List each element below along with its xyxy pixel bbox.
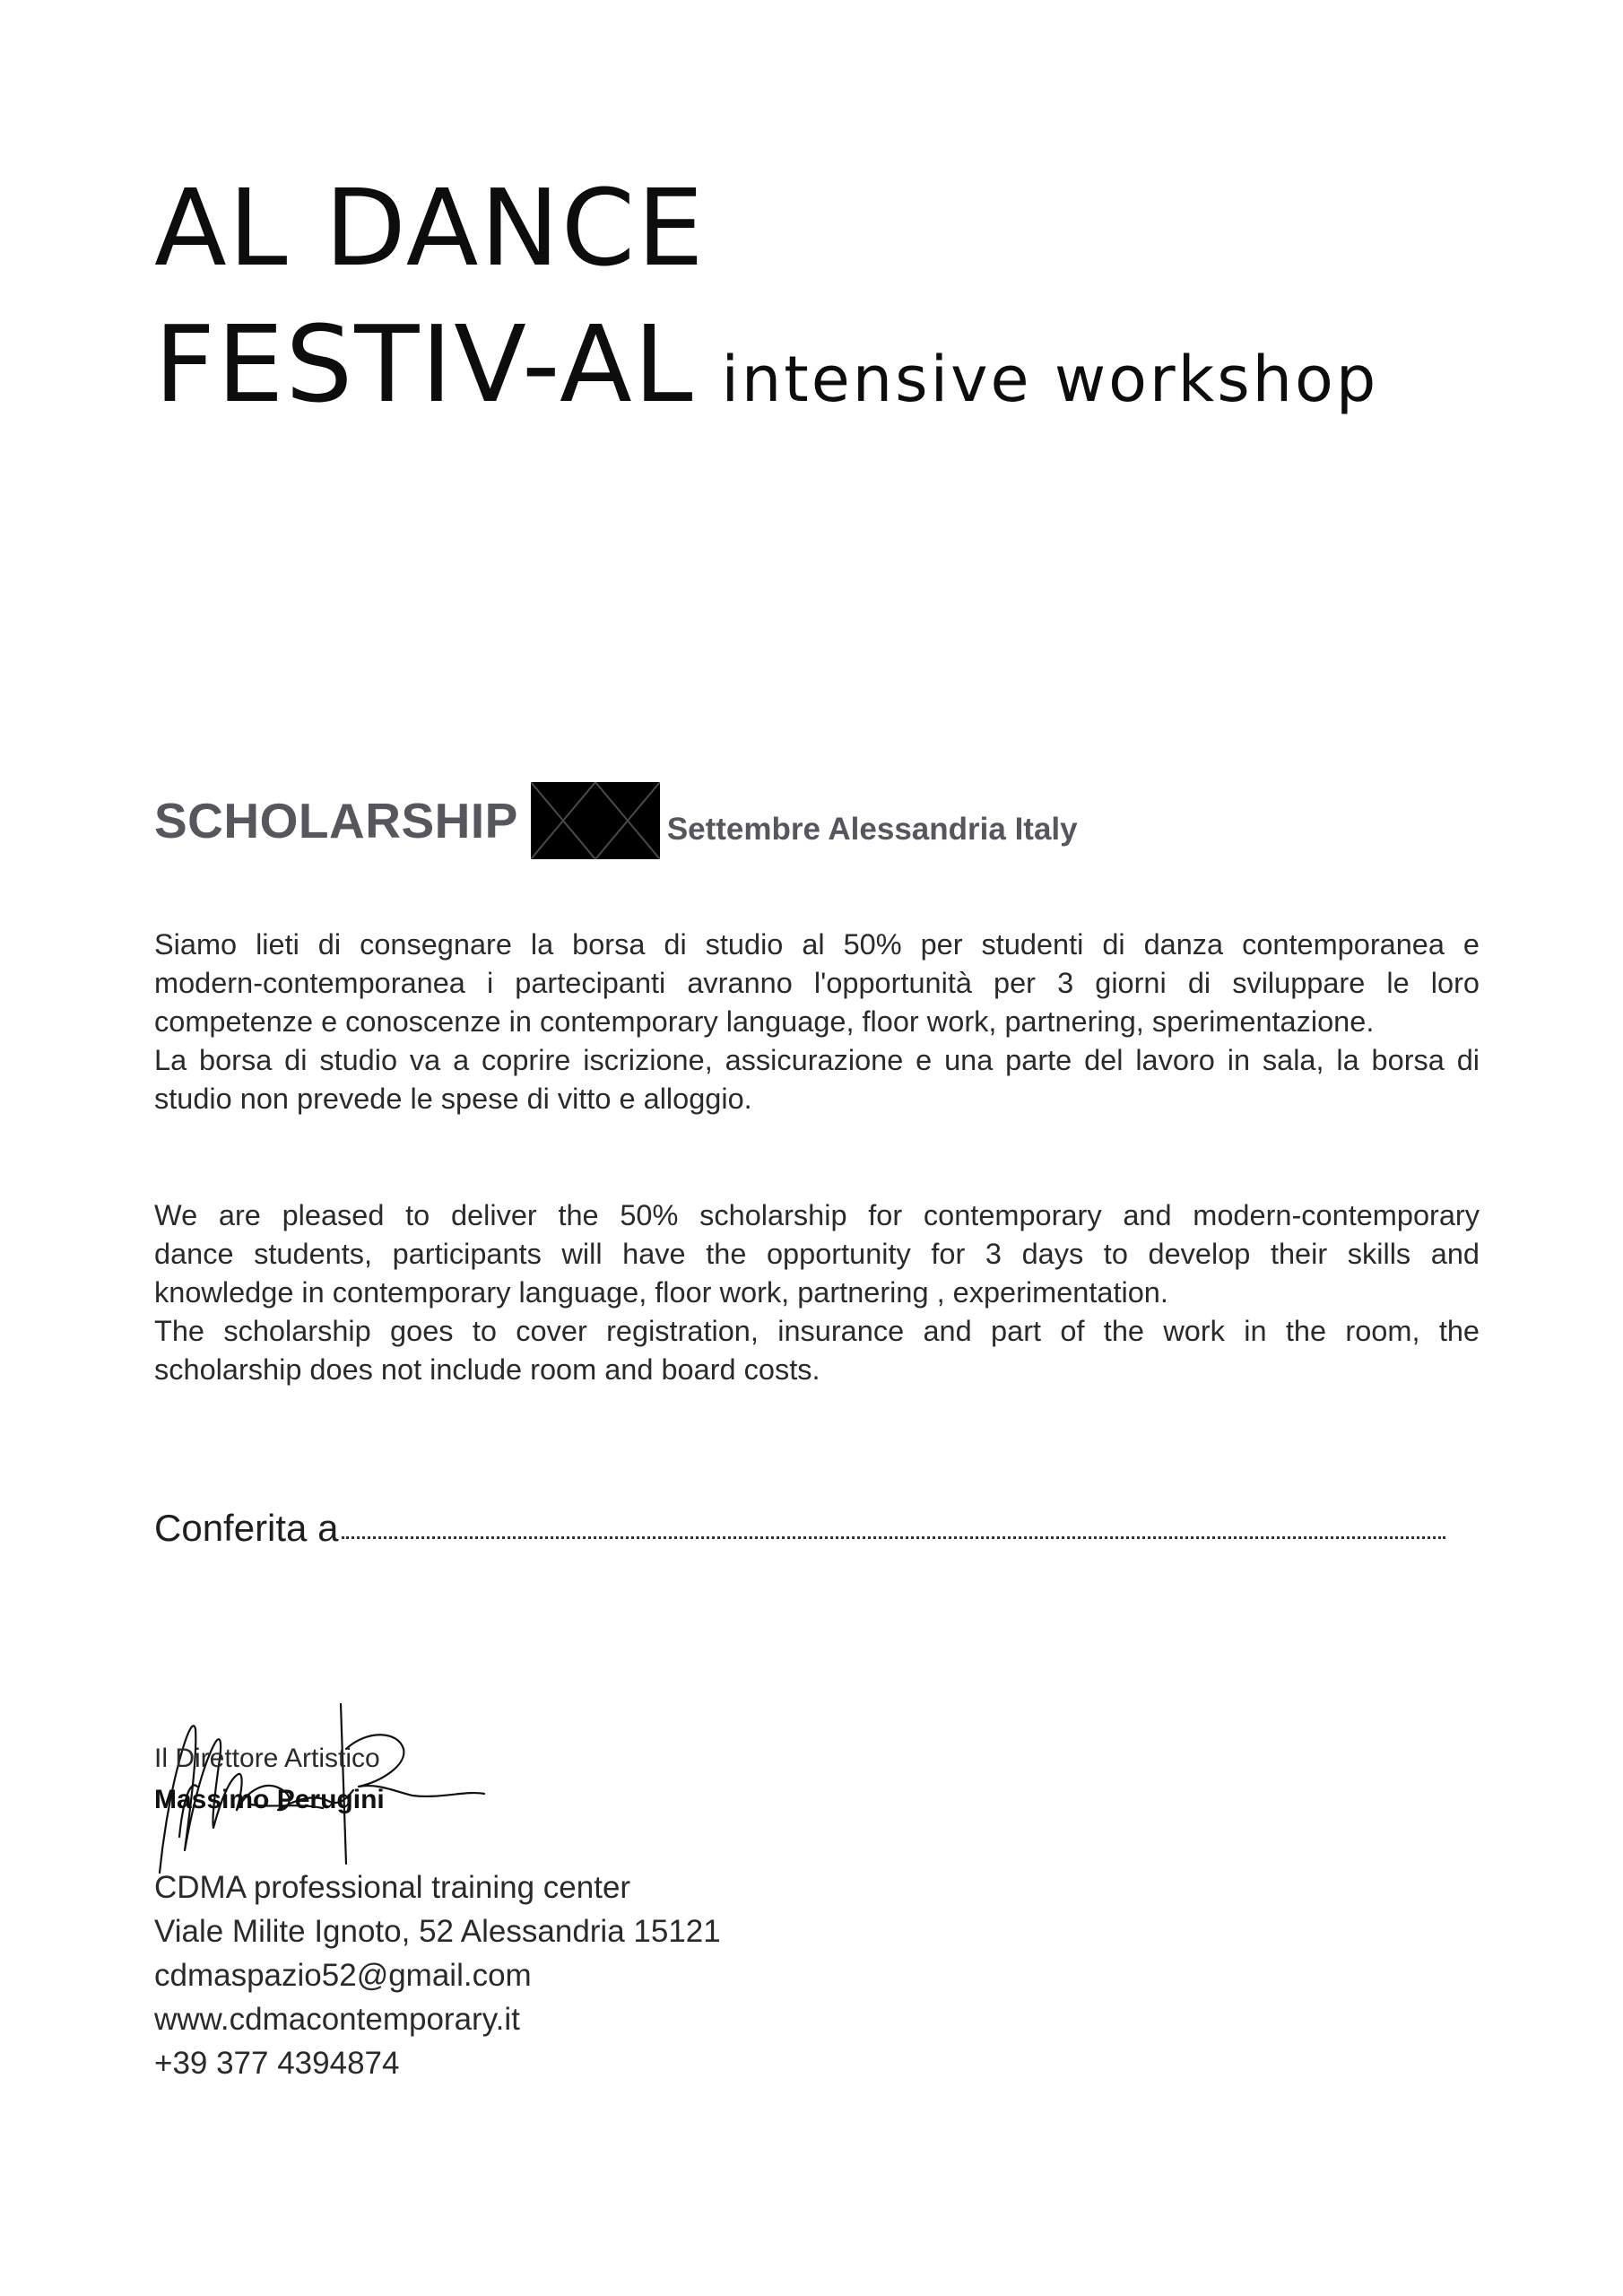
- paragraph-line: The scholarship goes to cover registration, insurance and part of the work in the room, the: [154, 1315, 1480, 1347]
- contact-address: Viale Milite Ignoto, 52 Alessandria 15121: [154, 1914, 721, 1949]
- italian-paragraph: [154, 926, 1480, 1118]
- title-subtitle: intensive workshop: [721, 343, 1379, 416]
- scholarship-label: SCHOLARSHIP: [154, 793, 518, 848]
- scholarship-row: [154, 782, 1078, 859]
- crossed-box-icon: [531, 782, 660, 859]
- english-paragraph: [154, 1196, 1480, 1389]
- director-name: Massimo Perugini: [154, 1785, 385, 1814]
- paragraph-line: competenze e conoscenze in contemporary language, floor work, partnering, sperimentazione.: [154, 1005, 1375, 1038]
- title-line-2: [154, 296, 1378, 448]
- paragraph-line: modern-contemporanea i partecipanti avranno l'opportunità per 3 giorni di sviluppare le loro: [154, 967, 1480, 999]
- awarded-to-blank: [342, 1533, 1445, 1539]
- director-title: Il Direttore Artistico: [154, 1744, 380, 1773]
- awarded-to-line: [154, 1507, 1445, 1550]
- awarded-to-label: Conferita a: [154, 1507, 339, 1549]
- paragraph-line: Siamo lieti di consegnare la borsa di studio al 50% per studenti di danza contemporanea e: [154, 928, 1480, 961]
- contact-organization: CDMA professional training center: [154, 1870, 631, 1905]
- paragraph-line: scholarship does not include room and board costs.: [154, 1353, 820, 1386]
- contact-email[interactable]: cdmaspazio52@gmail.com: [154, 1958, 532, 1993]
- page-title: [154, 160, 1378, 448]
- paragraph-line: knowledge in contemporary language, floor work, partnering , experimentation.: [154, 1276, 1168, 1309]
- paragraph-line: We are pleased to deliver the 50% scholarship for contemporary and modern-contemporary: [154, 1199, 1480, 1231]
- title-line-1: AL DANCE: [154, 166, 706, 290]
- title-festival: FESTIV-AL: [154, 302, 695, 426]
- contact-phone[interactable]: +39 377 4394874: [154, 2046, 400, 2081]
- contact-website[interactable]: www.cdmacontemporary.it: [154, 2002, 520, 2037]
- scholarship-detail: Settembre Alessandria Italy: [666, 812, 1078, 847]
- paragraph-line: dance students, participants will have the opportunity for 3 days to develop their skills and: [154, 1238, 1480, 1270]
- paragraph-line: La borsa di studio va a coprire iscrizione, assicurazione e una parte del lavoro in sala, la borsa di: [154, 1044, 1480, 1076]
- paragraph-line: studio non prevede le spese di vitto e alloggio.: [154, 1083, 752, 1115]
- contact-block: [154, 1866, 721, 2085]
